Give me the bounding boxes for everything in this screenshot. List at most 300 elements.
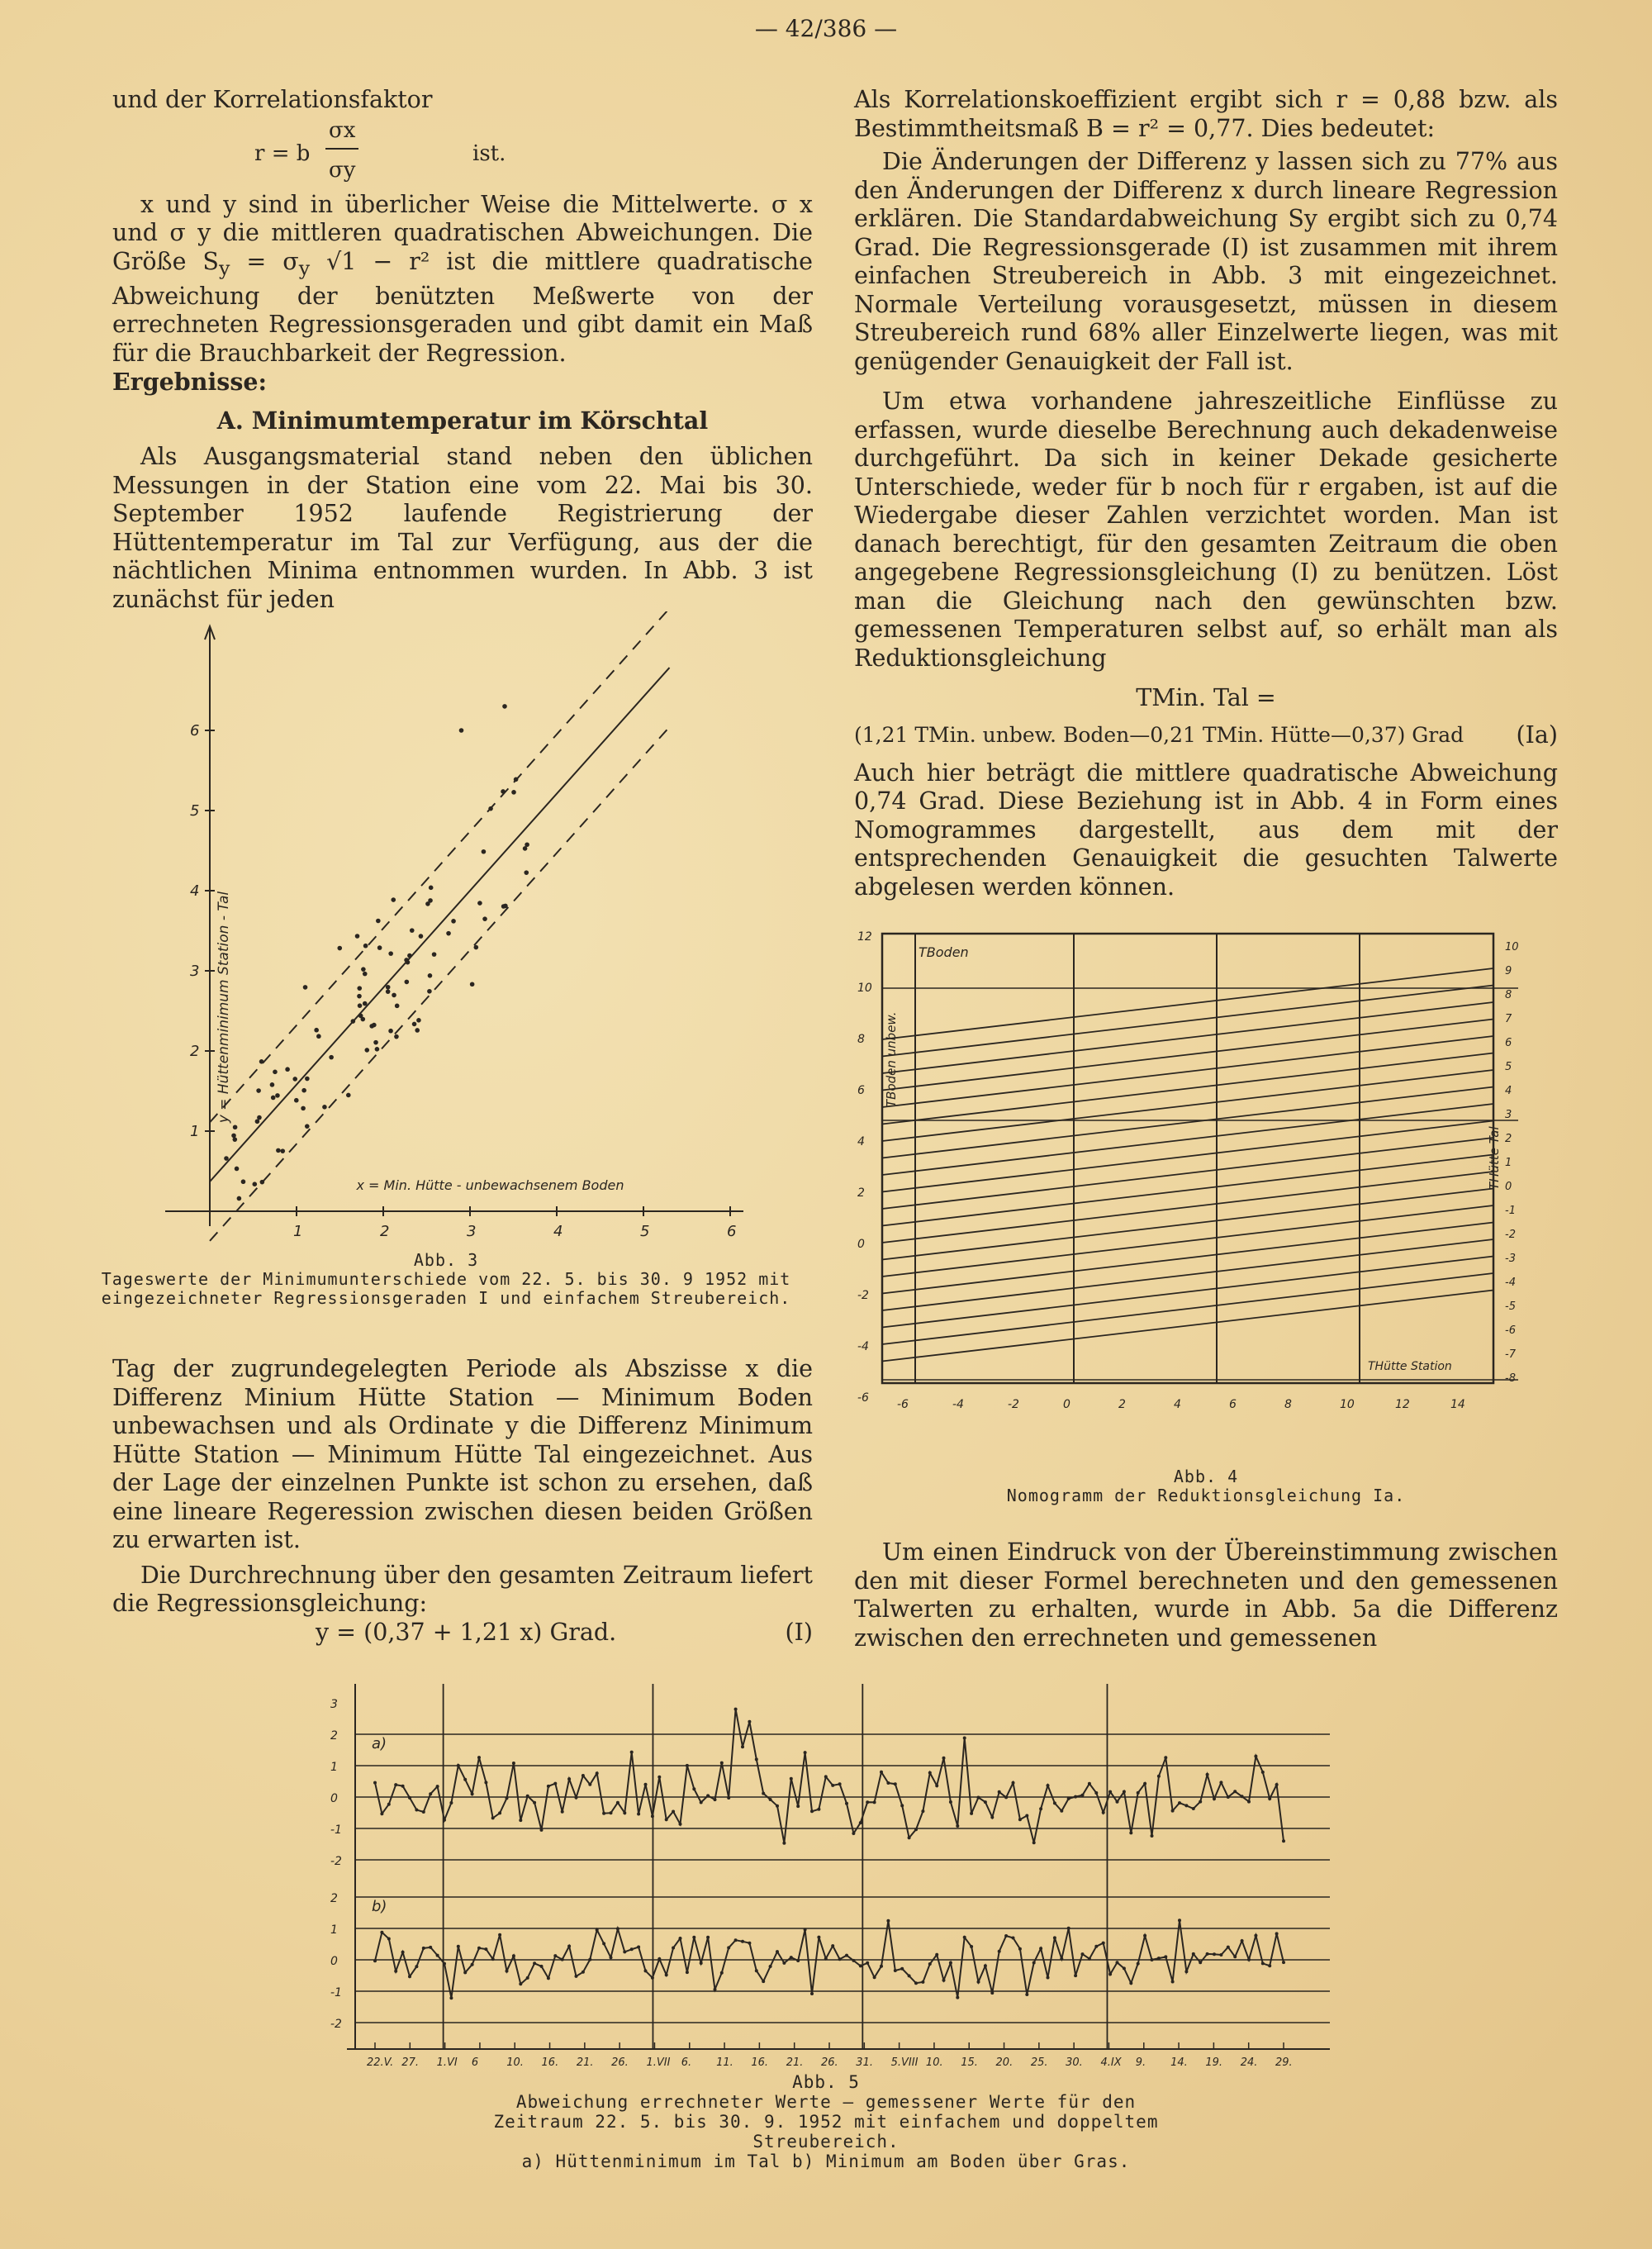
x-tick-label: 9. — [1135, 2056, 1146, 2069]
series-point — [1025, 1993, 1028, 1996]
series-point — [727, 1946, 730, 1949]
series-point — [387, 1803, 391, 1806]
series-point — [575, 1796, 578, 1800]
y-axis-label: y = Hüttenminimum Station - Tal — [216, 891, 232, 1124]
series-point — [644, 1969, 648, 1972]
x-tick-label: 15. — [961, 2056, 978, 2069]
data-point — [303, 985, 308, 990]
series-point — [949, 1800, 952, 1804]
x-tick-label: 1 — [293, 1223, 303, 1240]
right-axis-tick: -2 — [1505, 1229, 1516, 1241]
series-point — [1129, 1831, 1132, 1834]
series-point — [1227, 1795, 1230, 1799]
series-point — [471, 1963, 474, 1966]
left-axis-tick: -4 — [857, 1340, 869, 1353]
x-tick-label: 31. — [856, 2056, 873, 2069]
isoline — [882, 1291, 1493, 1362]
reduction-equation-label: (Ia) — [1516, 720, 1558, 749]
isoline — [882, 1138, 1493, 1209]
x-tick-label: 16. — [751, 2056, 769, 2069]
data-point — [280, 1148, 285, 1153]
right-axis-tick: 5 — [1505, 1061, 1512, 1073]
series-point — [942, 1979, 946, 1982]
series-point — [1241, 1939, 1244, 1942]
series-point — [1247, 1958, 1251, 1961]
series-point — [990, 1991, 994, 1995]
series-point — [1241, 1795, 1244, 1798]
bottom-axis-tick: 0 — [1063, 1398, 1070, 1411]
series-point — [935, 1953, 938, 1957]
series-point — [457, 1764, 460, 1767]
series-point — [956, 1824, 959, 1828]
series-point — [1012, 1937, 1015, 1940]
series-point — [838, 1782, 842, 1785]
series-point — [1123, 1966, 1126, 1970]
series-point — [665, 1973, 668, 1976]
data-point — [257, 1115, 262, 1120]
data-point — [275, 1093, 280, 1098]
series-point — [755, 1757, 758, 1761]
series-point — [526, 1795, 529, 1798]
computation-paragraph: Die Durchrechnung über den gesamten Zeitraum liefert die Regressionsgleichung: — [112, 1561, 813, 1617]
bottom-axis-tick: -6 — [897, 1398, 909, 1411]
series-point — [457, 1945, 460, 1948]
data-point — [256, 1088, 261, 1093]
x-tick-label: 21. — [786, 2056, 804, 2069]
data-point — [314, 1028, 319, 1033]
data-point — [337, 946, 342, 951]
figure-3-label: Abb. 3 — [413, 1250, 479, 1270]
series-point — [1116, 1961, 1119, 1964]
series-point — [831, 1784, 834, 1787]
x-tick-label: 22.V. — [367, 2056, 394, 2069]
x-tick-label: 24. — [1240, 2056, 1258, 2069]
nomogram-frame — [882, 934, 1493, 1383]
series-point — [998, 1790, 1001, 1794]
series-point — [824, 1957, 828, 1961]
data-point — [259, 1059, 264, 1064]
series-point — [443, 1819, 446, 1822]
right-axis-tick: -7 — [1505, 1348, 1516, 1361]
right-column-top — [854, 86, 1558, 901]
series-point — [1108, 1972, 1112, 1976]
y-tick-label-b: 1 — [330, 1923, 338, 1937]
series-point — [651, 1814, 654, 1818]
series-point — [582, 1971, 585, 1974]
isoline — [882, 1121, 1493, 1192]
series-point — [928, 1962, 932, 1966]
series-point — [1261, 1961, 1265, 1965]
series-point — [373, 1959, 377, 1962]
data-point — [404, 958, 409, 963]
series-point — [776, 1950, 779, 1953]
figure-4-caption-text: Nomogramm der Reduktionsgleichung Ia. — [1006, 1486, 1406, 1505]
y-tick-label-b: 2 — [330, 1892, 338, 1905]
data-point — [386, 985, 391, 990]
series-point — [762, 1792, 765, 1795]
series-point — [914, 1981, 918, 1985]
data-point — [363, 1001, 368, 1006]
series-point — [422, 1810, 425, 1814]
data-point — [260, 1180, 265, 1185]
series-point — [1060, 1957, 1063, 1961]
series-a — [375, 1709, 1284, 1843]
series-point — [734, 1938, 738, 1942]
series-point — [1178, 1919, 1181, 1922]
x-tick-label: 30. — [1066, 2056, 1083, 2069]
correlation-paragraph: Als Korrelationskoeffizient ergibt sich r = 0,88 bzw. als Bestimmtheitsmaß B = r² = 0,77. Dies bedeutet: — [854, 86, 1558, 142]
series-point — [1018, 1947, 1022, 1951]
left-axis-tick: 4 — [857, 1135, 865, 1148]
isoline — [882, 1205, 1493, 1277]
left-axis-tick: 8 — [857, 1033, 865, 1046]
series-point — [894, 1969, 897, 1972]
series-point — [894, 1782, 897, 1785]
right-axis-tick: -3 — [1505, 1253, 1516, 1265]
regression-line — [210, 668, 670, 1182]
data-point — [488, 806, 493, 811]
x-tick-label: 4 — [553, 1223, 563, 1240]
figure-5-deviation-series — [306, 1669, 1346, 2074]
series-point — [804, 1928, 807, 1931]
data-point — [252, 1182, 257, 1186]
data-point — [394, 1034, 399, 1039]
data-point — [241, 1179, 246, 1184]
series-point — [408, 1975, 411, 1978]
series-point — [1157, 1957, 1161, 1960]
isoline — [882, 1036, 1493, 1107]
series-point — [547, 1785, 550, 1788]
data-point — [392, 993, 396, 998]
series-point — [477, 1756, 481, 1759]
isoline — [882, 1070, 1493, 1141]
series-point — [990, 1816, 994, 1819]
series-point — [984, 1964, 987, 1967]
data-point — [231, 1134, 236, 1139]
series-point — [956, 1996, 959, 1999]
series-point — [1094, 1791, 1098, 1795]
series-point — [686, 1764, 689, 1767]
series-point — [714, 1988, 717, 1991]
data-point — [395, 1004, 400, 1009]
series-point — [866, 1961, 869, 1965]
series-point — [1081, 1952, 1085, 1956]
results-label: Ergebnisse: — [112, 368, 268, 397]
series-point — [859, 1821, 862, 1824]
series-point — [401, 1785, 405, 1788]
series-point — [463, 1778, 467, 1781]
series-point — [1192, 1807, 1195, 1810]
figure-5-caption-line-2: Zeitraum 22. 5. bis 30. 9. 1952 mit einfachem und doppeltem — [493, 2112, 1159, 2132]
series-point — [1219, 1953, 1222, 1957]
series-point — [804, 1751, 807, 1754]
series-point — [602, 1812, 605, 1815]
series-point — [547, 1976, 550, 1980]
data-point — [407, 953, 412, 958]
reduction-equation-text: (1,21 TMin. unbew. Boden—0,21 TMin. Hütte—0,37) Grad — [854, 722, 1464, 747]
nomogram-paragraph: Auch hier beträgt die mittlere quadratische Abweichung 0,74 Grad. Diese Beziehung ist in Abb. 4 in Form eines Nomogrammes dargestellt, aus dem mit der entsprechenden Genauigkeit die gesuchten Talwerte abgelesen werden können. — [854, 758, 1558, 901]
series-point — [553, 1782, 557, 1785]
series-point — [748, 1720, 751, 1724]
y-tick-label-a: -2 — [330, 1855, 342, 1868]
panel-a-label: a) — [372, 1735, 387, 1753]
series-point — [762, 1980, 765, 1983]
series-point — [1123, 1790, 1126, 1794]
series-point — [449, 1996, 453, 1999]
data-point — [391, 897, 396, 902]
series-point — [1137, 1962, 1140, 1966]
x-tick-label: 19. — [1205, 2056, 1223, 2069]
data-point — [357, 986, 362, 991]
series-point — [1143, 1934, 1146, 1938]
bottom-axis-tick: 12 — [1395, 1398, 1410, 1411]
data-point — [292, 1077, 297, 1082]
series-point — [1004, 1934, 1008, 1938]
x-tick-label: 10. — [506, 2056, 524, 2069]
series-point — [415, 1809, 418, 1812]
series-point — [484, 1781, 487, 1784]
series-point — [1053, 1801, 1056, 1804]
x-tick-label: 5.VIII — [890, 2056, 919, 2069]
figure-5-caption-line-4: a) Hüttenminimum im Tal b) Minimum am Boden über Gras. — [521, 2152, 1131, 2171]
series-point — [1275, 1932, 1279, 1935]
data-point — [375, 1047, 380, 1052]
series-point — [714, 1798, 717, 1801]
left-column-top — [112, 86, 813, 614]
data-point — [525, 842, 529, 847]
data-point — [235, 1167, 240, 1172]
isoline — [882, 986, 1493, 1057]
series-point — [449, 1801, 453, 1804]
series-point — [491, 1957, 495, 1961]
right-axis-tick: 2 — [1505, 1133, 1512, 1145]
x-tick-label: 11. — [716, 2056, 733, 2069]
series-point — [706, 1936, 710, 1939]
series-point — [921, 1980, 924, 1984]
isoline — [882, 1172, 1493, 1243]
series-point — [443, 1962, 446, 1966]
series-point — [506, 1796, 509, 1800]
data-point — [482, 916, 487, 921]
series-point — [498, 1933, 501, 1937]
series-point — [790, 1956, 793, 1959]
series-point — [900, 1804, 904, 1807]
series-point — [679, 1937, 682, 1940]
bottom-axis-tick: 4 — [1174, 1398, 1181, 1411]
series-point — [373, 1781, 377, 1785]
series-point — [644, 1783, 648, 1786]
series-point — [970, 1945, 973, 1948]
figure-4-caption — [851, 1467, 1561, 1505]
series-point — [553, 1954, 557, 1957]
series-point — [984, 1800, 987, 1804]
regression-paragraph: Die Änderungen der Differenz y lassen sich zu 77% aus den Änderungen der Differenz x durch lineare Regression erklären. Die Standardabweichung Sy ergibt sich zu 0,74 Grad. Die Regressionsgerade (I) ist zusammen mit ihrem einfachen Streubereich in Abb. 3 mit eingezeichnet. Normale Verteilung vorausgesetzt, müssen in diesem Streubereich rund 68% aller Einzelwerte liegen, was mit genügender Genauigkeit der Fall ist. — [854, 148, 1558, 375]
data-point — [477, 901, 482, 906]
series-point — [734, 1708, 738, 1711]
series-point — [651, 1976, 654, 1980]
x-tick-label: 27. — [401, 2056, 419, 2069]
data-point — [524, 870, 529, 875]
series-point — [1067, 1797, 1070, 1800]
series-point — [900, 1967, 904, 1971]
series-point — [741, 1940, 744, 1943]
series-point — [582, 1774, 585, 1777]
series-point — [1206, 1952, 1209, 1956]
bottom-axis-tick: -2 — [1008, 1398, 1019, 1411]
figure-4-label: Abb. 4 — [1173, 1467, 1239, 1486]
series-point — [817, 1936, 820, 1939]
series-point — [831, 1944, 834, 1947]
x-tick-label: 20. — [995, 2056, 1014, 2069]
x-tick-label: 1.VI — [436, 2056, 458, 2069]
series-point — [1074, 1795, 1077, 1799]
x-tick-label: 14. — [1170, 2056, 1188, 2069]
series-point — [436, 1954, 439, 1957]
right-axis-tick: -4 — [1505, 1277, 1516, 1289]
series-point — [928, 1771, 932, 1775]
series-point — [1039, 1807, 1042, 1810]
series-point — [1047, 1976, 1050, 1980]
bottom-axis-tick: 10 — [1340, 1398, 1355, 1411]
series-point — [748, 1942, 751, 1945]
x-tick-label: 5 — [640, 1223, 650, 1240]
data-point — [351, 1019, 356, 1024]
left-axis-tick: -6 — [857, 1391, 869, 1405]
series-point — [824, 1775, 828, 1778]
series-point — [380, 1812, 383, 1815]
series-point — [436, 1785, 439, 1788]
series-point — [852, 1832, 855, 1835]
data-point — [294, 1098, 299, 1103]
series-point — [540, 1965, 544, 1968]
data-point — [502, 704, 507, 709]
series-point — [1233, 1955, 1237, 1958]
data-point — [360, 1017, 365, 1022]
y-tick-label: 3 — [190, 963, 200, 980]
series-point — [380, 1931, 383, 1934]
series-point — [1047, 1784, 1050, 1787]
left-axis-label: TBoden unbew. — [884, 1011, 899, 1107]
series-point — [796, 1804, 800, 1808]
right-axis-tick: 1 — [1505, 1157, 1512, 1169]
isoline — [882, 1104, 1493, 1175]
series-point — [776, 1804, 779, 1808]
series-point — [1018, 1818, 1022, 1821]
data-point — [419, 934, 424, 939]
data-point — [415, 1028, 420, 1033]
series-point — [1275, 1783, 1279, 1786]
bottom-axis-tick: 6 — [1229, 1398, 1237, 1411]
x-tick-label: 26. — [611, 2056, 629, 2069]
reduction-equation — [854, 721, 1558, 754]
series-point — [506, 1970, 509, 1973]
left-axis-tick: 6 — [857, 1084, 865, 1097]
isoline — [882, 1002, 1493, 1073]
series-point — [1164, 1756, 1167, 1759]
series-point — [845, 1802, 848, 1805]
series-point — [567, 1945, 571, 1948]
figure-5-label: Abb. 5 — [792, 2072, 860, 2092]
data-point — [270, 1082, 275, 1087]
series-point — [810, 1809, 814, 1813]
series-point — [1219, 1781, 1222, 1784]
series-point — [873, 1976, 876, 1979]
series-point — [1060, 1809, 1063, 1813]
series-point — [429, 1946, 432, 1949]
data-point — [224, 1156, 229, 1161]
seasonal-paragraph: Um etwa vorhandene jahreszeitliche Einflüsse zu erfassen, wurde dieselbe Berechnung auch dekadenweise durchgeführt. Da sich in keiner Dekade gesicherte Unterschiede, weder für b noch für r ergaben, ist auf die Wiedergabe dieser Zahlen verzichtet worden. Man ist danach berechtigt, für den gesamten Zeitraum die oben angegebene Regressionsgleichung (I) zu benützen. Löst man die Gleichung nach den gewünschten bzw. gemessenen Temperaturen selbst auf, so erhält man als Reduktionsgleichung — [854, 388, 1558, 672]
data-point — [432, 952, 437, 957]
series-point — [415, 1965, 418, 1968]
series-point — [1025, 1814, 1028, 1818]
section-heading: A. Minimumtemperatur im Körschtal — [216, 406, 709, 435]
series-point — [1199, 1961, 1202, 1964]
intro-text: und der Korrelationsfaktor — [112, 86, 433, 113]
figure-5-caption — [330, 2072, 1322, 2171]
series-point — [1178, 1801, 1181, 1804]
series-point — [942, 1757, 946, 1760]
series-point — [596, 1928, 599, 1932]
series-point — [998, 1950, 1001, 1953]
y-tick-label-a: 2 — [330, 1729, 338, 1743]
y-tick-label: 2 — [190, 1043, 200, 1060]
series-point — [1171, 1809, 1175, 1813]
right-axis-label: THütte Tal — [1487, 1126, 1502, 1190]
series-point — [422, 1947, 425, 1950]
series-point — [567, 1777, 571, 1781]
data-point — [364, 1048, 369, 1053]
series-point — [1268, 1964, 1271, 1967]
series-point — [512, 1762, 515, 1765]
series-point — [526, 1976, 529, 1980]
series-point — [1227, 1946, 1230, 1949]
series-point — [1254, 1755, 1257, 1758]
right-axis-tick: 4 — [1505, 1085, 1512, 1097]
data-point — [316, 1034, 321, 1039]
data-point — [305, 1077, 310, 1082]
series-point — [561, 1810, 564, 1814]
bottom-axis-tick: -4 — [952, 1398, 964, 1411]
series-point — [491, 1816, 495, 1819]
data-point — [363, 944, 368, 949]
series-point — [1102, 1811, 1105, 1814]
data-point — [427, 989, 432, 994]
left-column-bottom — [112, 1355, 813, 1648]
series-point — [387, 1938, 391, 1941]
series-point — [1032, 1841, 1036, 1844]
series-point — [1254, 1934, 1257, 1938]
formula-r — [112, 115, 813, 191]
comparison-paragraph: Um einen Eindruck von der Übereinstimmung zwischen den mit dieser Formel berechneten und den gemessenen Talwerten zu erhalten, wurde in Abb. 5a die Differenz zwischen den errechneten und gemessenen — [854, 1538, 1558, 1652]
formula-r-num: σx — [329, 117, 356, 143]
data-point — [357, 994, 362, 999]
series-point — [1184, 1970, 1188, 1973]
series-point — [796, 1959, 800, 1962]
y-tick-label-b: -2 — [330, 2018, 342, 2031]
y-tick-label: 6 — [190, 722, 200, 739]
x-tick-label: 29. — [1275, 2056, 1293, 2069]
data-point — [276, 1148, 281, 1153]
data-point — [388, 951, 393, 956]
series-point — [394, 1970, 397, 1973]
series-point — [810, 1992, 814, 1995]
data-point — [474, 945, 479, 950]
series-point — [1143, 1782, 1146, 1785]
right-axis-tick: -8 — [1505, 1372, 1516, 1385]
series-point — [1247, 1800, 1251, 1804]
series-point — [519, 1982, 522, 1985]
series-point — [477, 1947, 481, 1950]
